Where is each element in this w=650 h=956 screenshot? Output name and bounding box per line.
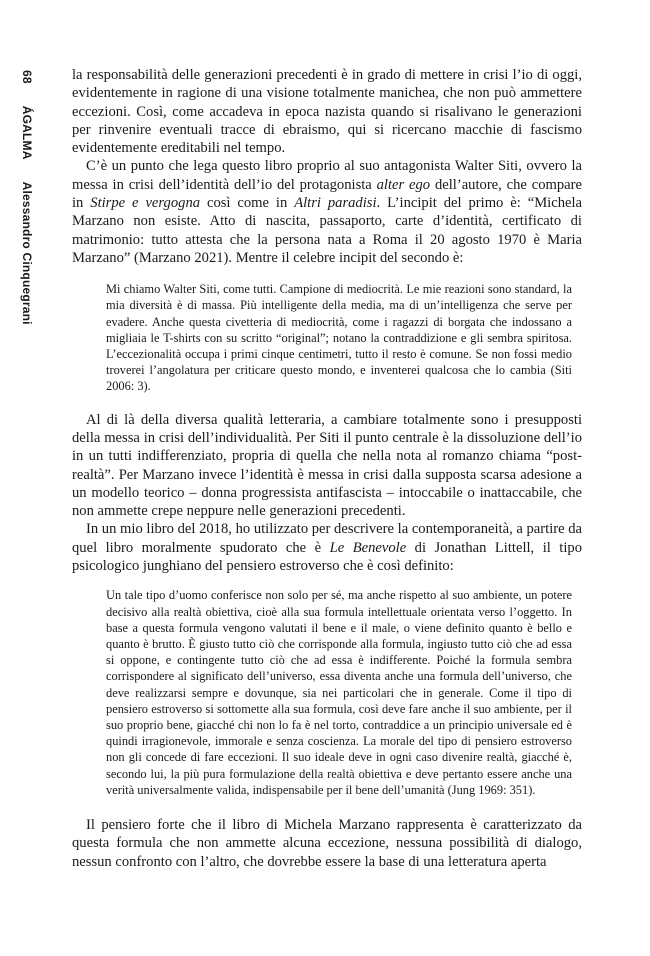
paragraph-2-part-d: . L’incipit del primo è: “Michela Marzano non esiste. Atto di nascita, passaporto, carte d’identità, certificato di matrimonio: tutto attesta che la persona nata a Roma il 20 agosto 1970 è Maria Marzano” (Marzano 2021). Mentre il celebre incipit del secondo è: [72, 195, 583, 266]
paragraph-5: Il pensiero forte che il libro di Michela Marzano rappresenta è caratterizzato da questa formula che non ammette alcuna eccezione, nessuna possibilità di dialogo, nessun confronto con l’altro, che dovrebbe essere la base di una letteratura aperta [72, 817, 582, 870]
book-title-altri-paradisi: Altri paradisi [294, 195, 377, 212]
paragraph-2-part-b: dell’autore, che compare in [72, 176, 582, 212]
block-quote-siti-text: Mi chiamo Walter Siti, come tutti. Campione di mediocrità. Le mie reazioni sono standard, la mia diversità è di massa. Più intelligente della media, ma di un’intelligenza che serve per evadere. Anche questa civetteria di mediocrità, come i ragazzi di borgata che indossano a migliaia le T-shirts con su scritto “original”; notano la contraddizione e gli sembra spiritosa. L’eccezionalità occupa i primi cinque centimetri, tutto il resto è comune. Se non fossi medio troverei l’angolatura per criticare questo mondo, e inventerei qualcosa che lo cambia (Siti 2006: 3). [106, 282, 572, 394]
author-name: Alessandro Cinquegrani [20, 181, 34, 325]
book-title-benevole: Le Benevole [329, 539, 407, 556]
running-header-text [20, 70, 34, 325]
paragraph-2-part-c: così come in [200, 195, 295, 212]
block-quote-jung [72, 587, 582, 798]
paragraph-4-part-a: In un mio libro del 2018, ho utilizzato per descrivere la contemporaneità, a partire da quel libro moralmente spudorato che è [72, 521, 583, 556]
running-header [14, 70, 54, 370]
page-body [72, 66, 582, 871]
paragraph-1: la responsabilità delle generazioni precedenti è in grado di mettere in crisi l’io di oggi, evidentemente in ragione di una visione totalmente manichea, che non può ammettere eccezioni. Così, come accadeva in epoca nazista quando si risalivano le generazioni per rinvenire eventuali tracce di ebraismo, qui si ricercano macchie di fascismo evidentemente ereditabili nel tempo. [72, 67, 582, 157]
alter-ego-term: alter ego [376, 176, 431, 193]
journal-title: ÁGALMA [20, 105, 34, 160]
block-quote-siti [72, 281, 582, 394]
paragraph-4-part-b: di Jonathan Littell, il tipo psicologico junghiano del pensiero estroverso che è così definito: [72, 539, 582, 575]
book-title-stirpe: Stirpe e vergogna [90, 195, 201, 212]
paragraph-2 [72, 157, 582, 267]
paragraph-4 [72, 520, 582, 575]
paragraph-2-part-a: C’è un punto che lega questo libro proprio al suo antagonista Walter Siti, ovvero la messa in crisi dell’identità dell’io del protagonista [72, 158, 582, 193]
paragraph-3: Al di là della diversa qualità letteraria, a cambiare totalmente sono i presupposti della messa in crisi dell’individualità. Per Siti il punto centrale è la dissoluzione dell’io in un tutti indifferenziato, propria di quella che nella nota al romanzo chiama “post-realtà”. Per Marzano invece l’identità è messa in crisi dalla supposta scarsa adesione a un modello teorico – donna progressista antifascista – intoccabile o inattaccabile, che non ammette crepe neppure nelle generazioni precedenti. [72, 411, 582, 520]
page-number: 68 [20, 70, 34, 84]
block-quote-jung-text: Un tale tipo d’uomo conferisce non solo per sé, ma anche rispetto al suo ambiente, un potere decisivo alla realtà obiettiva, cioè alla sua formula intellettuale orientata verso l’oggetto. In base a questa formula vengono valutati il bene e il male, o viene definito quanto è bello e quanto è brutto. È giusto tutto ciò che corrisponde alla formula, ingiusto tutto ciò che ad essa si oppone, e contingente tutto ciò che ad essa è indifferente. Poiché la formula sembra corrispondere al significato dell’universo, essa diventa anche una formula dell’universo, che deve realizzarsi sempre e dovunque, sia nei particolari che in generale. Come il tipo di pensiero estroverso si sottomette alla sua formula, così deve fare anche il suo ambiente, per il suo proprio bene, giacché chi non lo fa è nel torto, contraddice a un principio universale ed è quindi irragionevole, immorale e senza coscienza. La morale del tipo di pensiero estroverso non gli concede di fare eccezioni. Il suo ideale deve in ogni caso divenire realtà, giacché è, secondo lui, la più pura formulazione della realtà obiettiva e deve pertanto essere anche una verità universalmente valida, indispensabile per il bene dell’umanità (Jung 1969: 351). [106, 588, 572, 797]
